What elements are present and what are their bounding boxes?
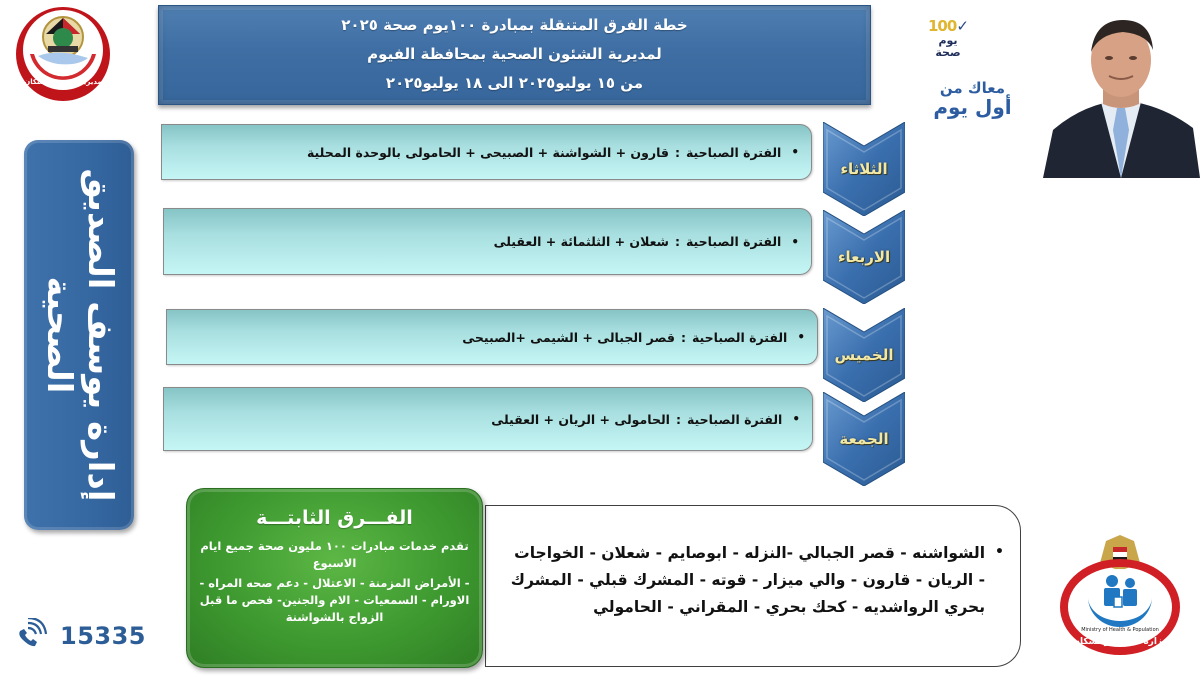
campaign-word-health: صحة <box>935 46 961 60</box>
hotline-number: 15335 <box>60 622 146 650</box>
period-label: الفترة الصباحية <box>685 234 782 249</box>
places-list: شعلان + الثلثمائة + العقيلى <box>493 234 669 249</box>
svg-text:Ministry of Health & Populatio: Ministry of Health & Population <box>1081 627 1159 633</box>
banner-title: خطة الفرق المتنقلة بمبادرة ١٠٠يوم صحة ٢٠٢٥ <box>341 15 688 34</box>
phone-icon <box>12 618 48 654</box>
hotline <box>12 618 146 654</box>
schedule-row-thursday <box>166 309 818 365</box>
schedule-row-wednesday <box>163 208 812 275</box>
places-list: قصر الجبالى + الشيمى +الصبيحى <box>462 329 675 345</box>
campaign-number: 100✓ <box>928 17 968 35</box>
day-label: الثلاثاء <box>840 160 888 178</box>
period-label: الفترة الصباحية <box>685 144 782 160</box>
bullet-icon: • <box>791 145 799 159</box>
places-list: قارون + الشواشنة + الصبيحى + الحامولى بالوحدة المحلية <box>306 144 669 160</box>
directorate-logo <box>8 4 118 104</box>
svg-text:مديرية الصحة والسكان: مديرية الصحة والسكان <box>24 78 102 86</box>
day-chevron-friday <box>823 392 905 486</box>
bullet-icon: • <box>791 234 799 249</box>
check-icon: ✓ <box>956 17 968 35</box>
day-chevron-tuesday <box>823 122 905 216</box>
places-list: الحامولى + الريان + العقيلى <box>491 411 670 427</box>
villages-list-box <box>485 505 1021 667</box>
fixed-teams-title: الفـــرق الثابتـــة <box>256 507 413 529</box>
side-title-panel <box>24 140 134 530</box>
day-label: الاربعاء <box>837 248 891 266</box>
fixed-teams-description: تقدم خدمات مبادرات ١٠٠ مليون صحة جميع ايام الاسبوع <box>200 539 469 570</box>
day-label: الجمعة <box>839 430 889 448</box>
bullet-icon: • <box>995 544 1004 560</box>
period-separator: : <box>674 144 680 160</box>
period-separator: : <box>674 234 680 249</box>
period-separator: : <box>680 329 686 345</box>
banner-subtitle: لمديرية الشئون الصحية بمحافظة الفيوم <box>367 44 662 63</box>
campaign-word-day: يوم <box>938 34 958 47</box>
villages-list: الشواشنه - قصر الجبالي -النزله - ابوصايم - شعلان - الخواجات - الريان - قارون - والي ميزار - قوته - المشرك قبلي - المشرك بحري الرواشديه - كحك بحري - المقراني - الحامولي <box>510 544 986 617</box>
header-banner <box>158 5 871 105</box>
period-separator: : <box>675 411 681 427</box>
schedule-row-tuesday <box>161 124 812 180</box>
day-chevron-wednesday <box>823 210 905 304</box>
day-chevron-thursday <box>823 308 905 402</box>
health-administration-name: إدارة يوسف الصديق الصحية <box>39 168 120 502</box>
slogan-line-1: معاك من <box>939 79 1006 97</box>
period-label: الفترة الصباحية <box>691 329 788 345</box>
fixed-teams-card <box>186 488 483 668</box>
day-label: الخميس <box>834 346 894 364</box>
ministry-logo <box>1058 535 1183 660</box>
banner-date-range: من ١٥ يوليو٢٠٢٥ الى ١٨ يوليو٢٠٢٥ <box>385 74 644 93</box>
svg-text:وزارة الصحة والسكان: وزارة الصحة والسكان <box>1072 637 1168 647</box>
slogan <box>930 80 1015 117</box>
period-label: الفترة الصباحية <box>686 411 783 427</box>
bullet-icon: • <box>797 330 805 344</box>
campaign-100-days-logo <box>928 17 968 69</box>
bullet-icon: • <box>792 412 800 426</box>
fixed-teams-services: - الأمراض المزمنة - الاعتلال - دعم صحه المراه - الاورام - السمعيات - الام والجنين- فحص ما قبل الزواج بالشواشنة <box>199 576 470 624</box>
schedule-row-friday <box>163 387 813 451</box>
president-portrait <box>1043 12 1200 178</box>
slogan-line-2: أول يوم <box>933 94 1012 119</box>
